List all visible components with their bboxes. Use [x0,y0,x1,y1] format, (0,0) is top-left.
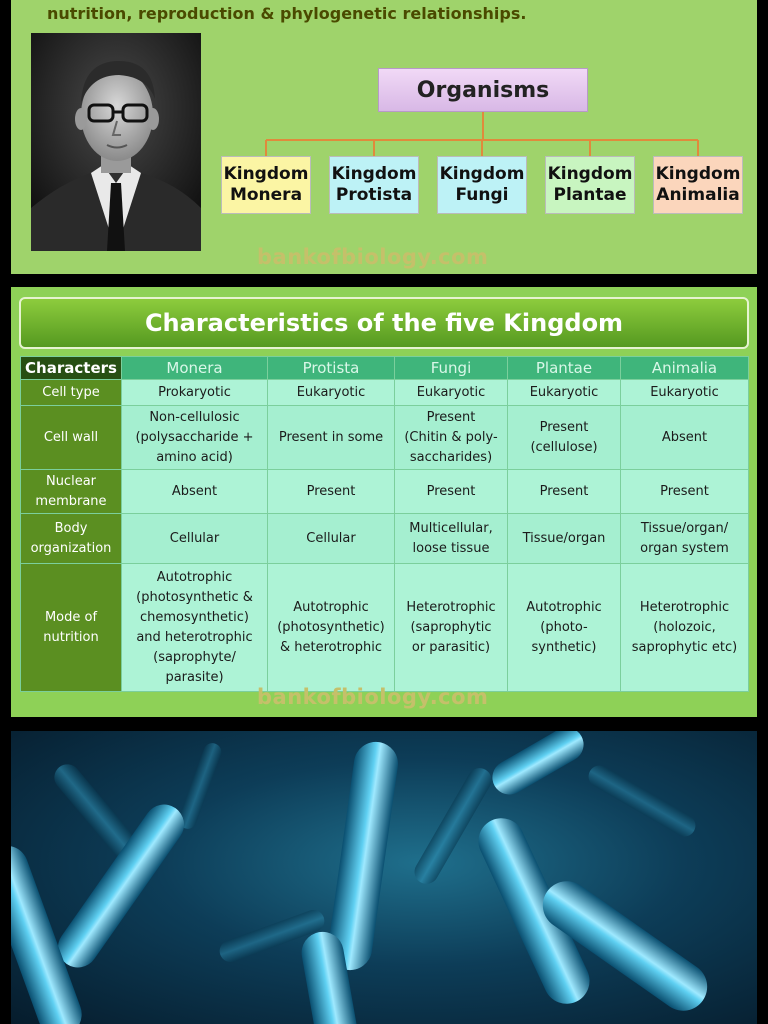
header-animalia: Animalia [621,357,749,380]
table-title: Characteristics of the five Kingdom [19,297,749,349]
table-cell: Present [508,470,621,514]
table-row [21,514,749,564]
table-cell: Multicellular, loose tissue [395,514,508,564]
table-row [21,406,749,470]
characteristics-table [20,356,749,692]
table-cell: Cellular [122,514,268,564]
table-cell: Present (cellulose) [508,406,621,470]
kingdom-hierarchy [221,68,746,218]
table-cell: Eukaryotic [395,380,508,406]
watermark: bankofbiology.com [257,245,489,269]
table-cell: Prokaryotic [122,380,268,406]
watermark: bankofbiology.com [257,685,489,709]
intro-text: nutrition, reproduction & phylogenetic relationships. [47,4,527,23]
table-cell: Absent [122,470,268,514]
table-row [21,564,749,692]
table-row [21,380,749,406]
bacteria-image [11,731,757,1024]
table-row [21,470,749,514]
row-label: Cell wall [21,406,122,470]
table-cell: Eukaryotic [621,380,749,406]
table-cell: Eukaryotic [508,380,621,406]
header-monera: Monera [122,357,268,380]
kingdom-protista-node: Kingdom Protista [329,156,419,214]
table-cell: Cellular [268,514,395,564]
kingdom-fungi-node: Kingdom Fungi [437,156,527,214]
row-label: Cell type [21,380,122,406]
bacteria-illustration [11,731,757,1024]
kingdom-monera-node: Kingdom Monera [221,156,311,214]
table-cell: Autotrophic (photosynthetic) & heterotrophic [268,564,395,692]
table-cell: Autotrophic (photosynthetic & chemosynthetic) and heterotrophic (saprophyte/ parasite) [122,564,268,692]
table-cell: Present [621,470,749,514]
scientist-portrait [31,33,201,251]
kingdom-plantae-node: Kingdom Plantae [545,156,635,214]
table-cell: Eukaryotic [268,380,395,406]
row-label: Body organization [21,514,122,564]
table-cell: Heterotrophic (holozoic, saprophytic etc) [621,564,749,692]
table-cell: Absent [621,406,749,470]
kingdom-animalia-node: Kingdom Animalia [653,156,743,214]
table-cell: Heterotrophic (saprophytic or parasitic) [395,564,508,692]
characteristics-panel [11,287,757,717]
table-header-row [21,357,749,380]
table-cell: Present in some [268,406,395,470]
kingdom-tree-panel [11,0,757,274]
row-label: Mode of nutrition [21,564,122,692]
table-cell: Present [268,470,395,514]
header-protista: Protista [268,357,395,380]
row-label: Nuclear membrane [21,470,122,514]
table-cell: Non-cellulosic (polysaccharide + amino acid) [122,406,268,470]
table-cell: Tissue/organ/ organ system [621,514,749,564]
header-plantae: Plantae [508,357,621,380]
organisms-node: Organisms [378,68,588,112]
table-cell: Present [395,470,508,514]
header-characters: Characters [21,357,122,380]
table-cell: Present (Chitin & poly- saccharides) [395,406,508,470]
table-cell: Autotrophic (photo- synthetic) [508,564,621,692]
header-fungi: Fungi [395,357,508,380]
table-cell: Tissue/organ [508,514,621,564]
